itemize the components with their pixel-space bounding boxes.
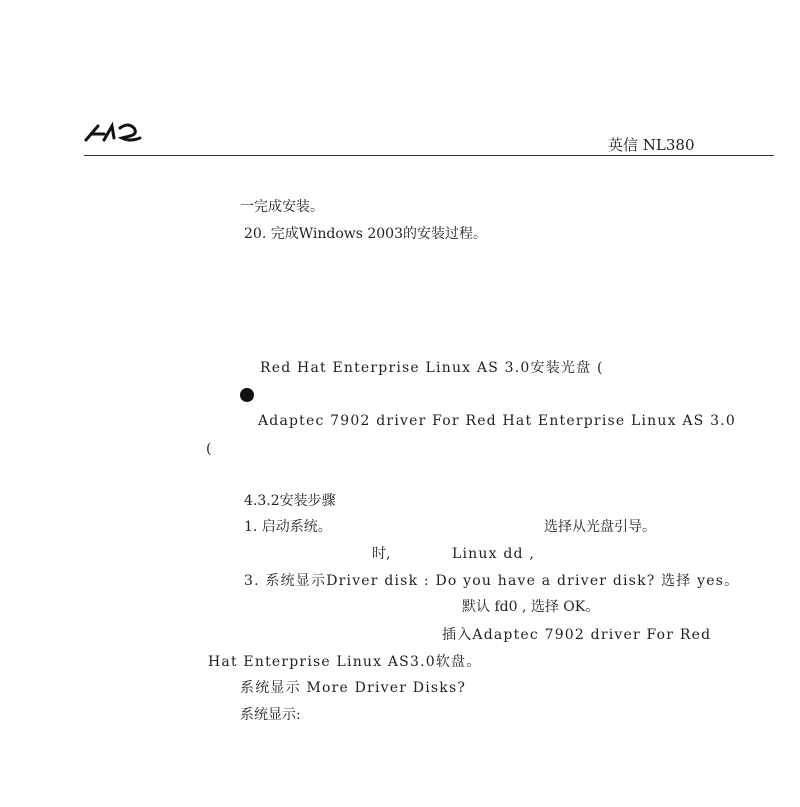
step-6-more-disks: 系统显示 More Driver Disks? bbox=[240, 680, 467, 696]
section-heading: 4.3.2安装步骤 bbox=[244, 493, 336, 509]
step-1-start: 1. 启动系统。 bbox=[244, 519, 332, 535]
header-divider bbox=[84, 155, 774, 156]
step-5-insert-disk-cont: Hat Enterprise Linux AS3.0软盘。 bbox=[208, 654, 482, 670]
text-line-paren: ( bbox=[206, 441, 212, 457]
step-2-linux-dd: Linux dd , bbox=[452, 546, 535, 562]
company-logo-icon bbox=[84, 120, 144, 144]
step-1-boot: 选择从光盘引导。 bbox=[544, 519, 656, 535]
step-7-system-shows: 系统显示: bbox=[240, 707, 301, 723]
step-5-insert-disk: 插入Adaptec 7902 driver For Red bbox=[442, 627, 712, 643]
header-title: 英信 NL380 bbox=[608, 136, 695, 154]
step-3-driver-disk: 3. 系统显示Driver disk : Do you have a driver disk? 选择 yes。 bbox=[244, 573, 740, 589]
text-line-windows-complete: 20. 完成Windows 2003的安装过程。 bbox=[244, 226, 487, 242]
text-line-install-complete: 一完成安装。 bbox=[240, 199, 324, 215]
step-2-when: 时, bbox=[372, 546, 391, 562]
step-4-fd0: 默认 fd0 , 选择 OK。 bbox=[462, 599, 600, 615]
bullet-icon bbox=[240, 388, 254, 402]
text-line-redhat-cd: Red Hat Enterprise Linux AS 3.0安装光盘 ( bbox=[260, 360, 604, 376]
text-line-adaptec-driver: Adaptec 7902 driver For Red Hat Enterprise Linux AS 3.0 bbox=[258, 413, 736, 429]
